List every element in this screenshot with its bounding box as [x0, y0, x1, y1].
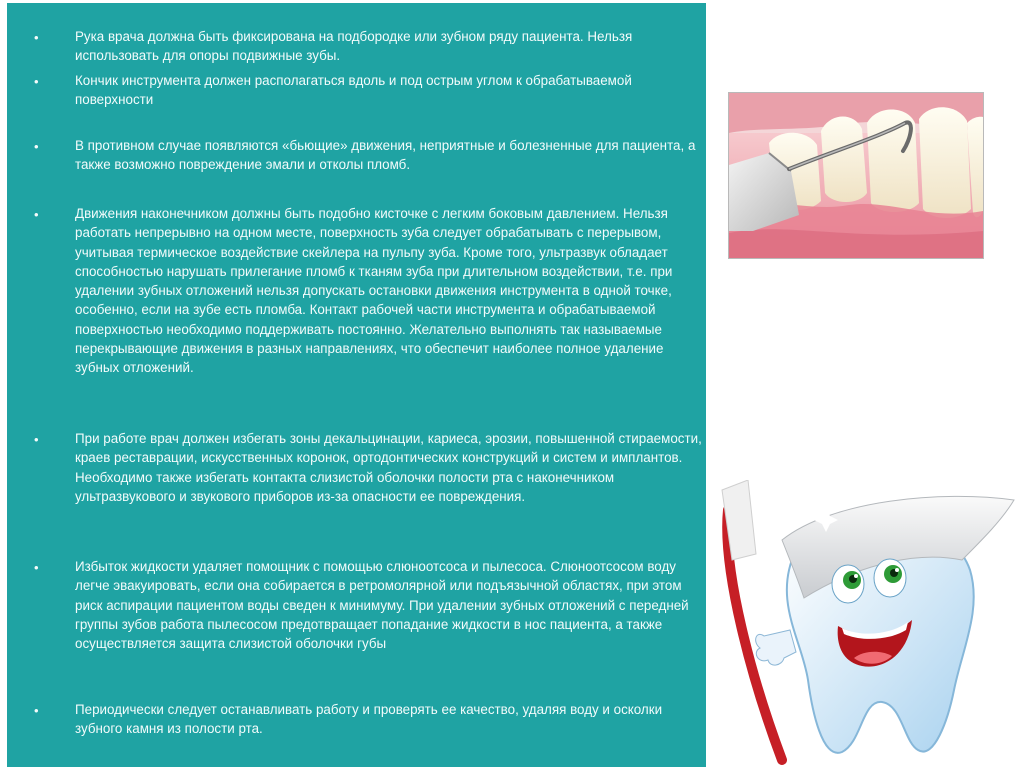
bullet-text: При работе врач должен избегать зоны декальцинации, кариеса, эрозии, повышенной стираемости, краев реставрации, искусственных коронок, ортодонтических конструкций и систем и имплантов. Необходимо также избегать контакта слизистой оболочки полости рта с наконечником ультразвукового и звукового приборов из-за опасности ее повреждения.	[75, 431, 702, 504]
bullet-text: Периодически следует останавливать работу и проверять ее качество, удаляя воду и осколки зубного камня из полости рта.	[75, 702, 663, 737]
bullet-marker: •	[34, 30, 39, 45]
text-panel	[7, 3, 706, 767]
tooth-mascot	[712, 480, 1018, 767]
bullet-list	[7, 3, 706, 767]
bullet-text: Кончик инструмента должен располагаться вдоль и под острым углом к обрабатываемой поверхности	[75, 73, 632, 108]
scaler-photo	[728, 92, 984, 259]
bullet-text: Движения наконечником должны быть подобно кисточке с легким боковым давлением. Нельзя работать непрерывно на одном месте, поверхность зуба следует обрабатывать с перерывом, учитывая термическое воздействие скейлера на пульпу зуба. Кроме того, ультразвук обладает способностью нарушать прилегание пломб к тканям зуба при длительном воздействии, т.е. при удалении зубных отложений нельзя допускать остановки движения инструмента в одной точке, особенно, если на зубе есть пломба. Контакт рабочей части инструмента и обрабатываемой поверхностью необходимо поддерживать постоянно. Желательно выполнять так называемые перекрывающие движения в разных направлениях, что обеспечит наиболее полное удаление зубных отложений.	[75, 206, 673, 376]
bullet-marker: •	[34, 432, 39, 447]
bullet-marker: •	[34, 74, 39, 89]
dental-scaling-illustration	[729, 93, 983, 258]
tooth-mascot-icon	[712, 480, 1018, 767]
bullet-text: Избыток жидкости удаляет помощник с помощью слюноотсоса и пылесоса. Слюноотсосом воду легче эвакуировать, если она собирается в ретромолярной или подъязычной областях, при этом риск аспирации пациентом воды сведен к минимуму. При удалении зубных отложений с передней группы зубов работа пылесосом предотвращает попадание жидкости в нос пациента, а также осуществляется защита слизистой оболочки губы	[75, 559, 689, 652]
bullet-marker: •	[34, 207, 39, 222]
bullet-marker: •	[34, 560, 39, 575]
bullet-text: В противном случае появляются «бьющие» движения, неприятные и болезненные для пациента, а также возможно повреждение эмали и отколы пломб.	[75, 138, 696, 173]
bullet-text: Рука врача должна быть фиксирована на подбородке или зубном ряду пациента. Нельзя использовать для опоры подвижные зубы.	[75, 29, 633, 64]
bullet-marker: •	[34, 703, 39, 718]
bullet-marker: •	[34, 139, 39, 154]
